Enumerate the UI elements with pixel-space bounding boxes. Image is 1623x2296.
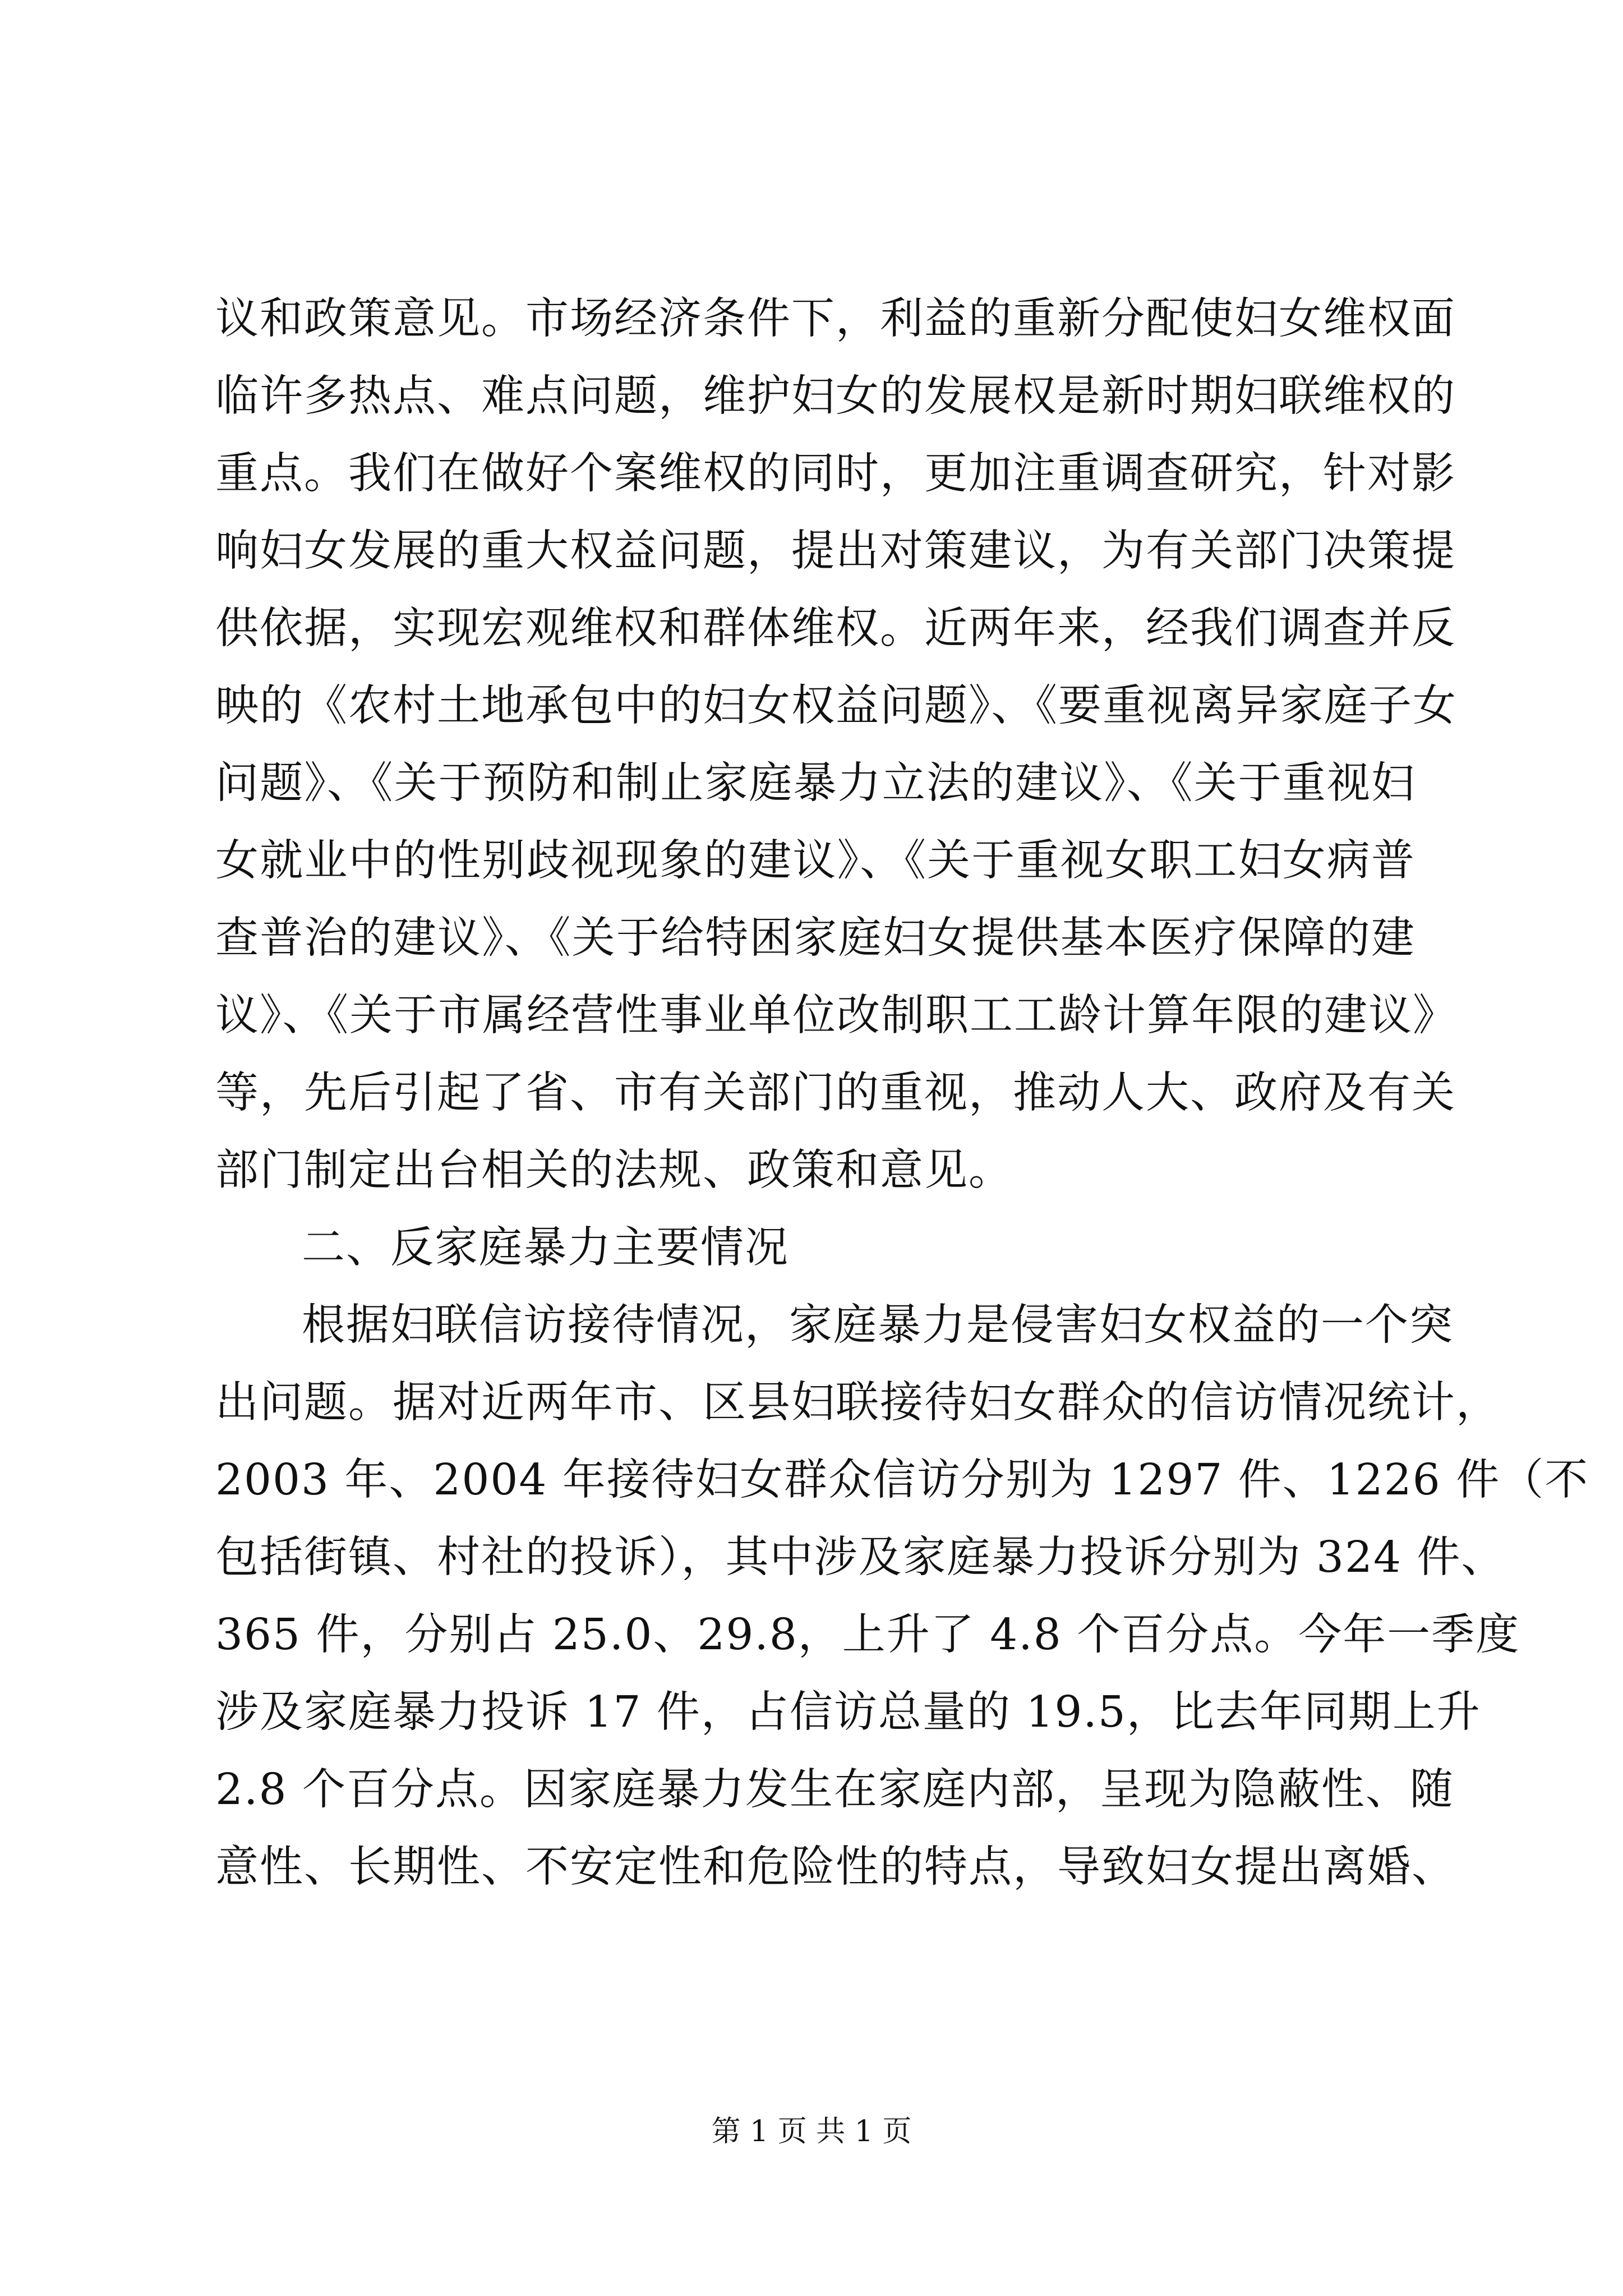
text-line-16: 2003 年、2004 年接待妇女群众信访分别为 1297 件、1226 件（不: [215, 1455, 1589, 1505]
text-line-18: 365 件，分别占 25.0、29.8，上升了 4.8 个百分点。今年一季度: [215, 1610, 1520, 1660]
text-line-1: 议和政策意见。市场经济条件下，利益的重新分配使妇女维权面: [215, 294, 1456, 344]
text-line-20: 2.8 个百分点。因家庭暴力发生在家庭内部，呈现为隐蔽性、随: [215, 1765, 1454, 1815]
text-line-4: 响妇女发展的重大权益问题，提出对策建议，为有关部门决策提: [215, 526, 1456, 576]
text-line-12: 部门制定出台相关的法规、政策和意见。: [215, 1145, 1013, 1195]
text-line-8: 女就业中的性别歧视现象的建议》、《关于重视女职工妇女病普: [215, 836, 1415, 886]
body-text: [215, 280, 1589, 1906]
text-line-9: 查普治的建议》、《关于给特困家庭妇女提供基本医疗保障的建: [215, 913, 1415, 963]
page-footer: 第 1 页 共 1 页: [711, 2115, 912, 2148]
text-line-3: 重点。我们在做好个案维权的同时，更加注重调查研究，针对影: [215, 449, 1456, 499]
text-line-17: 包括街镇、村社的投诉），其中涉及家庭暴力投诉分别为 324 件、: [215, 1533, 1506, 1582]
section-heading: 二、反家庭暴力主要情况: [302, 1223, 789, 1273]
text-line-2: 临许多热点、难点问题，维护妇女的发展权是新时期妇联维权的: [215, 371, 1456, 421]
text-line-5: 供依据，实现宏观维权和群体维权。近两年来，经我们调查并反: [215, 604, 1456, 654]
text-line-14: 根据妇联信访接待情况，家庭暴力是侵害妇女权益的一个突: [302, 1300, 1454, 1350]
text-line-19: 涉及家庭暴力投诉 17 件，占信访总量的 19.5，比去年同期上升: [215, 1687, 1481, 1737]
text-line-21: 意性、长期性、不安定性和危险性的特点，导致妇女提出离婚、: [215, 1842, 1456, 1892]
text-line-10: 议》、《关于市属经营性事业单位改制职工工龄计算年限的建议》: [215, 991, 1457, 1041]
text-line-7: 问题》、《关于预防和制止家庭暴力立法的建议》、《关于重视妇: [215, 758, 1415, 808]
text-line-6: 映的《农村土地承包中的妇女权益问题》、《要重视离异家庭子女: [215, 681, 1457, 731]
text-line-15: 出问题。据对近两年市、区县妇联接待妇女群众的信访情况统计，: [215, 1378, 1500, 1428]
text-line-11: 等，先后引起了省、市有关部门的重视，推动人大、政府及有关: [215, 1068, 1456, 1118]
